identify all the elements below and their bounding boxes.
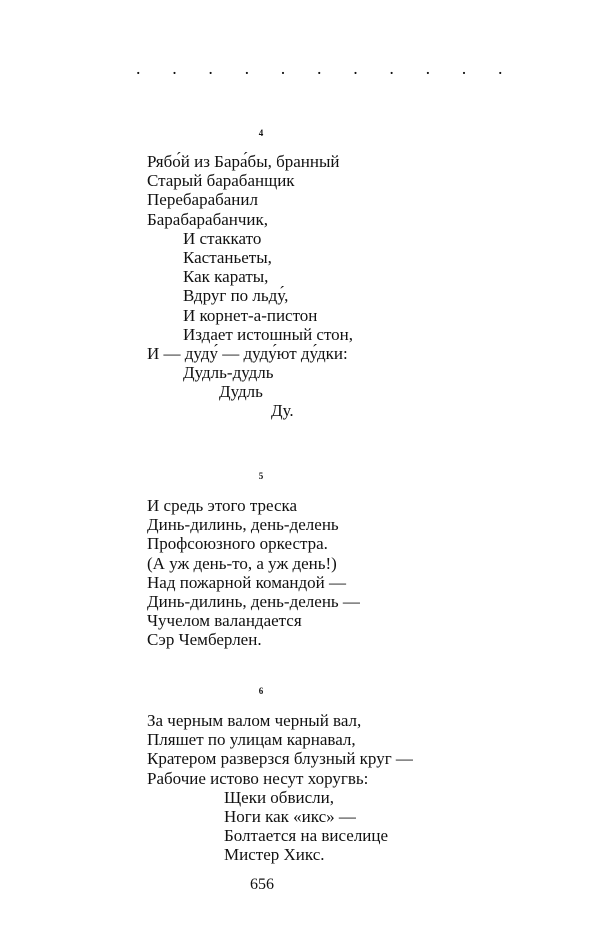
poem-line: И средь этого треска [147,496,298,515]
omission-dots: . . . . . . . . . . . [136,58,517,78]
poem-line: И стаккато [183,228,262,248]
poem-line: Как караты, [183,267,269,287]
poem-line: Чучелом валандается [147,611,302,631]
poem-line: Издает истошный стон, [183,324,354,344]
stanza-4 [147,152,353,421]
section-number-4: 4 [258,128,264,138]
page-number: 656 [250,876,274,893]
poem-line: И корнет-а-пистон [183,305,318,325]
poem-line: Динь-дилинь, день-делень [147,515,339,535]
poem-line: Ноги как «икс» — [224,806,356,826]
poem-line: Динь-дилинь, день-делень — [147,591,360,611]
section-number-5: 5 [258,471,264,481]
poem-line: Рабочие истово несут хоругвь: [147,768,369,788]
poem-line: И — дуду́ — дуду́ют ду́дки: [147,343,348,363]
poem-line: За черным валом черный вал, [147,711,362,730]
stanza-6 [147,711,413,865]
poem-line: Щеки обвисли, [224,787,334,807]
stanza-5 [147,496,360,650]
poem-line: Вдруг по льду́, [183,286,289,306]
poem-line: Дудль-дудль [183,363,274,383]
poem-line: Ду. [271,401,294,421]
poem-line: Барабарабанчик, [147,209,269,229]
poem-line: Мистер Хикс. [224,845,325,865]
poem-line: Рябо́й из Бара́бы, бранный [147,152,340,171]
poem-line: Старый барабанщик [147,171,295,191]
section-number-6: 6 [258,686,264,696]
poem-line: Кастаньеты, [183,247,272,267]
poem-line: (А уж день-то, а уж день!) [147,553,337,573]
poem-line: Дудль [219,382,263,402]
poem-line: Пляшет по улицам карнавал, [147,730,356,750]
poem-line: Перебарабанил [147,190,258,210]
poem-line: Профсоюзного оркестра. [147,534,328,554]
poem-line: Болтается на виселице [224,826,389,846]
poem-line: Кратером разверзся блузный круг — [147,749,413,769]
poem-line: Над пожарной командой — [147,572,346,592]
poem-line: Сэр Чемберлен. [147,630,262,650]
